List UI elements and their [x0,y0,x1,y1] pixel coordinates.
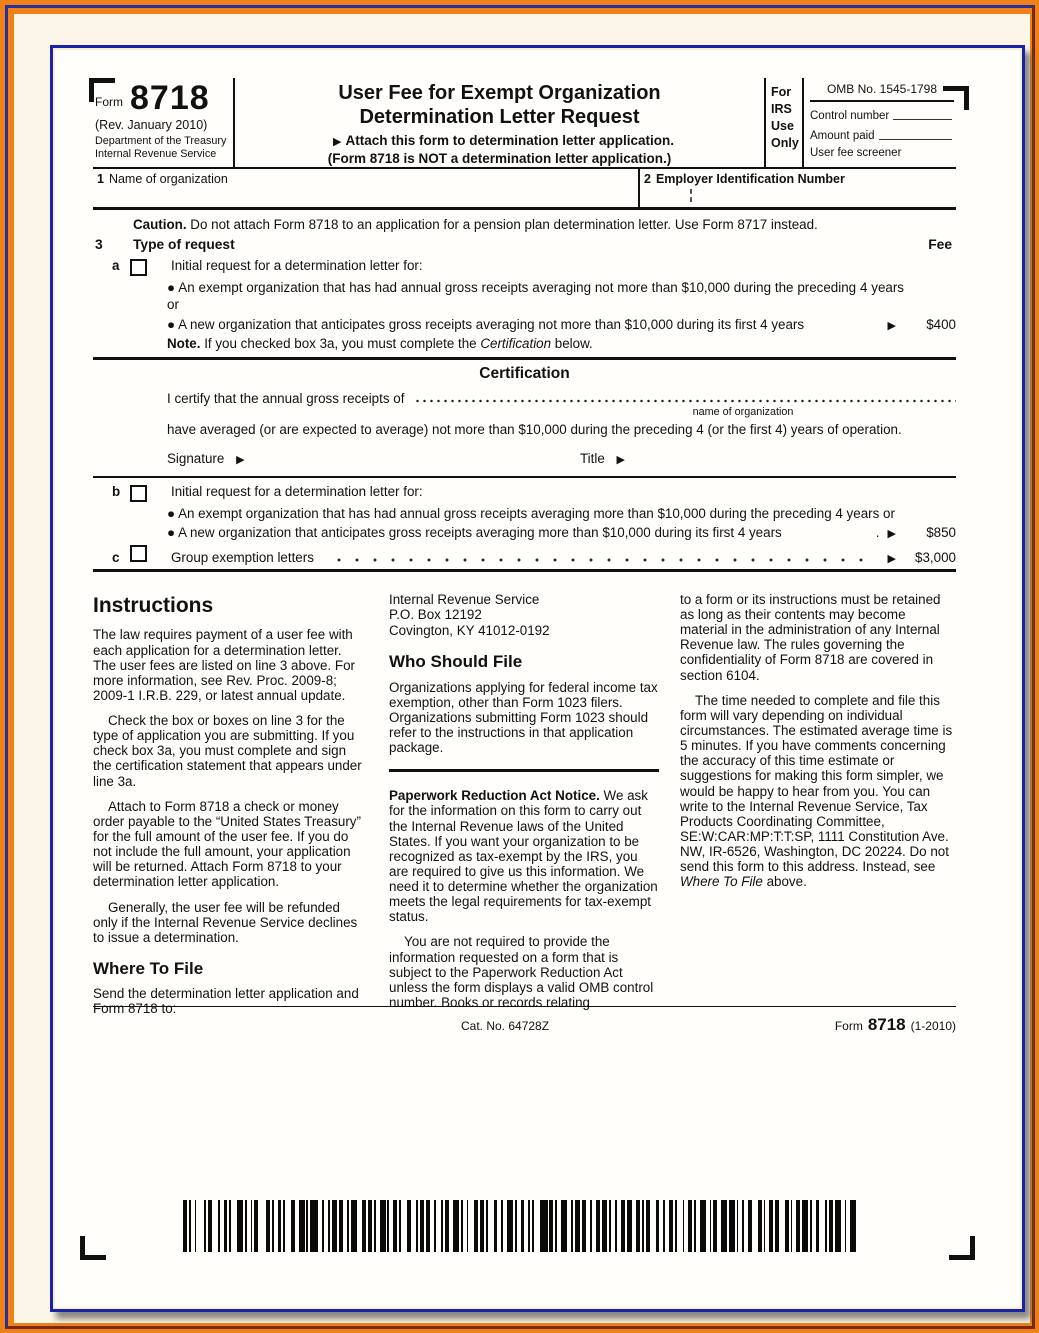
omb-number: OMB No. 1545-1798 [810,80,954,102]
catalog-number: Cat. No. 64728Z [461,1019,550,1033]
line3a-row [93,258,956,276]
paperwork-notice-lead: Paperwork Reduction Act Notice. [389,788,600,804]
who-should-file-heading: Who Should File [389,652,523,672]
line3b-row [93,484,956,502]
dot-leader [328,550,876,562]
line3a-letter: a [112,258,120,274]
irs-use-word: Only [771,135,799,150]
paperwork-notice-p1: Paperwork Reduction Act Notice. We ask for the information on this form to carry out the Internal Revenue laws of the United States. If you want your organization to be recognized as tax-exempt by the IRS, you are required to give us this information. We need it to determine whether the organization meets the legal requirements for tax-exempt status. [389,788,658,925]
line3c-row [93,544,956,565]
form-title-block [235,78,764,167]
where-to-file-ref: Where To File [680,874,763,890]
line3b-letter: b [112,483,121,499]
omb-block [804,78,956,167]
fee-3b: $850 [926,524,956,540]
line3a-bullet2-row [167,317,956,332]
line3a-note: Note. If you checked box 3a, you must complete the Certification below. [167,335,593,351]
fee-column-header: Fee [928,237,952,253]
arrow-right-icon: ▶ [887,527,896,540]
arrow-right-icon: ▶ [333,136,342,149]
checkbox-3c[interactable] [130,545,147,562]
control-number-label: Control number [810,110,890,122]
attach-instruction-line1: ▶ Attach this form to determination letter application. [333,133,674,149]
line1-number: 1 [97,172,104,187]
title-label: Title [580,450,605,466]
section-rule [93,357,956,360]
where-to-file-heading: Where To File [93,959,204,979]
instructions-col-right [680,592,955,1027]
instructions-p4: Generally, the user fee will be refunded only if the Internal Revenue Service declines to issue a determination. [93,899,358,945]
certify-line [167,391,956,406]
note-certification-ref: Certification [480,335,552,351]
organization-name-fill-line[interactable] [414,391,956,403]
line3-header [93,237,956,252]
title-field[interactable] [580,451,629,466]
line3a-bullet2: ● A new organization that anticipates gross receipts averaging not more than $10,000 during its first 4 years [167,316,805,332]
form-revision: (Rev. January 2010) [95,117,208,132]
section-rule [93,476,956,478]
certification-body: have averaged (or are expected to average) not more than $10,000 during the preceding 4 (or the first 4) years of operation. [167,421,902,437]
amount-paid-field[interactable] [879,129,952,140]
where-to-file-p: Send the determination letter application and Form 8718 to: [93,986,359,1017]
instructions-section [93,592,956,1027]
form-word: Form [95,94,123,109]
crop-mark-bottom-left-icon [80,1236,106,1260]
form-title-line2: Determination Letter Request [359,105,640,128]
instructions-p2: Check the box or boxes on line 3 for the type of application you are submitting. If you check box 3a, you must complete and sign the certification statement that appears under line 3a. [93,713,362,789]
who-should-file-p: Organizations applying for federal income tax exemption, other than Form 1023 filers. Organizations submitting Form 1023 should refer to the instructions in that application package. [389,679,658,756]
footer-form-number: 8718 [867,1015,906,1034]
fee-3c: $3,000 [915,549,956,565]
instructions-heading: Instructions [93,593,214,617]
arrow-right-icon: ▶ [236,453,245,466]
line1-label: Name of organization [108,172,228,187]
name-of-organization-field[interactable] [93,169,640,207]
irs-address-line3: Covington, KY 41012-0192 [389,622,550,638]
irs-use-word: For [771,85,792,99]
instructions-p3: Attach to Form 8718 a check or money order payable to the “United States Treasury” for the full amount of the user fee. If you do not include the full amount, your application will be returned. Attach Form 8718 to your determination letter application. [93,798,361,890]
col3-p1: to a form or its instructions must be retained as long as their contents may become material in the administration of any Internal Revenue law. The rules governing the confidentiality of Form 8718 are covered in section 6104. [680,591,941,683]
form-page [50,45,1025,1312]
fee-3a: $400 [926,316,956,332]
for-irs-use-only-box [764,78,804,167]
line3b-bullet2-row [167,525,956,540]
caution-lead: Caution. [133,217,187,233]
checkbox-3a[interactable] [130,259,147,276]
certification-title: Certification [479,364,570,382]
crop-mark-bottom-right-icon [949,1236,975,1260]
agency-line1: Department of the Treasury [95,134,227,147]
line2-number: 2 [644,172,651,187]
footer-form-word: Form [834,1019,863,1033]
note-lead: Note. [167,335,201,351]
instructions-col-left [93,592,368,1027]
page-footer [93,1006,956,1035]
signature-field[interactable] [167,451,580,466]
arrow-right-icon: ▶ [616,453,626,466]
arrow-right-icon: ▶ [887,552,896,565]
line3b-bullet1: ● An exempt organization that has had annual gross receipts averaging more than $10,000 during the preceding 4 years or [167,505,895,521]
signature-label: Signature [167,450,225,466]
irs-address-line2: P.O. Box 12192 [389,607,482,623]
line3a-bullet1: ● An exempt organization that has had annual gross receipts averaging not more than $10,000 during the preceding 4 years or [167,280,904,313]
line2-label: Employer Identification Number [655,172,845,187]
col3-p2: The time needed to complete and file this form will vary depending on individual circumstances. The estimated average time is 5 minutes. If you have comments concerning the accuracy of this time estimate or suggestions for making this form simpler, we would be happy to hear from you. You can write to the Internal Revenue Service, Tax Products Coordinating Committee, SE:W:CAR:MP:T:T:SP, 1111 Constitution Ave. NW, IR-6526, Washington, DC 20224. Do not send this form to this address. Instead, see Where To File above. [680,692,953,890]
barcode [183,1200,858,1252]
attach-instruction-line2: (Form 8718 is NOT a determination letter application.) [327,150,672,166]
agency-line2: Internal Revenue Service [95,148,217,161]
certify-lead-text: I certify that the annual gross receipts of [167,390,405,406]
line3b-bullet2: ● A new organization that anticipates gross receipts averaging more than $10,000 during its first 4 years [167,524,782,540]
irs-address-line1: Internal Revenue Service [389,591,540,607]
control-number-field[interactable] [893,109,952,120]
caution-note: Caution. Do not attach Form 8718 to an application for a pension plan determination letter. Use Form 8717 instead. [133,217,818,233]
identification-row [93,169,956,210]
form-header [93,78,956,169]
signature-row [167,451,956,466]
line3-number: 3 [95,237,103,253]
form-title-line1: User Fee for Exempt Organization [338,82,661,104]
checkbox-3b[interactable] [130,485,147,502]
instructions-p1: The law requires payment of a user fee with each application for a determination letter. The user fees are listed on line 3 above. For more information, see Rev. Proc. 2009-8; 2009-1 I.R.B. 229, or latest annual update. [93,627,356,703]
form-number: 8718 [130,79,210,117]
amount-paid-label: Amount paid [810,130,875,142]
irs-use-word: IRS [771,101,792,116]
irs-use-word: Use [771,118,794,133]
column-divider-rule [389,769,659,772]
paperwork-notice-p2: You are not required to provide the information requested on a form that is subject to the Paperwork Reduction Act unless the form displays a valid OMB control number. Books or records relating [389,934,654,1011]
line3-label: Type of request [133,237,235,253]
instructions-col-middle [389,592,659,1027]
line3b-intro: Initial request for a determination letter for: [171,483,423,499]
arrow-right-icon: ▶ [887,319,896,332]
ein-field[interactable] [640,169,956,207]
footer-form-revision: (1-2010) [910,1019,956,1033]
user-fee-screener-label: User fee screener [810,147,902,159]
line3c-letter: c [112,549,120,565]
leader-dot: . [875,524,880,540]
form-id-block [93,78,235,167]
line3c-label: Group exemption letters [171,549,314,565]
name-of-organization-caption: name of organization [692,405,794,418]
ein-dashed-divider [690,189,692,202]
line3a-intro: Initial request for a determination letter for: [171,258,423,274]
section-rule [93,569,956,572]
